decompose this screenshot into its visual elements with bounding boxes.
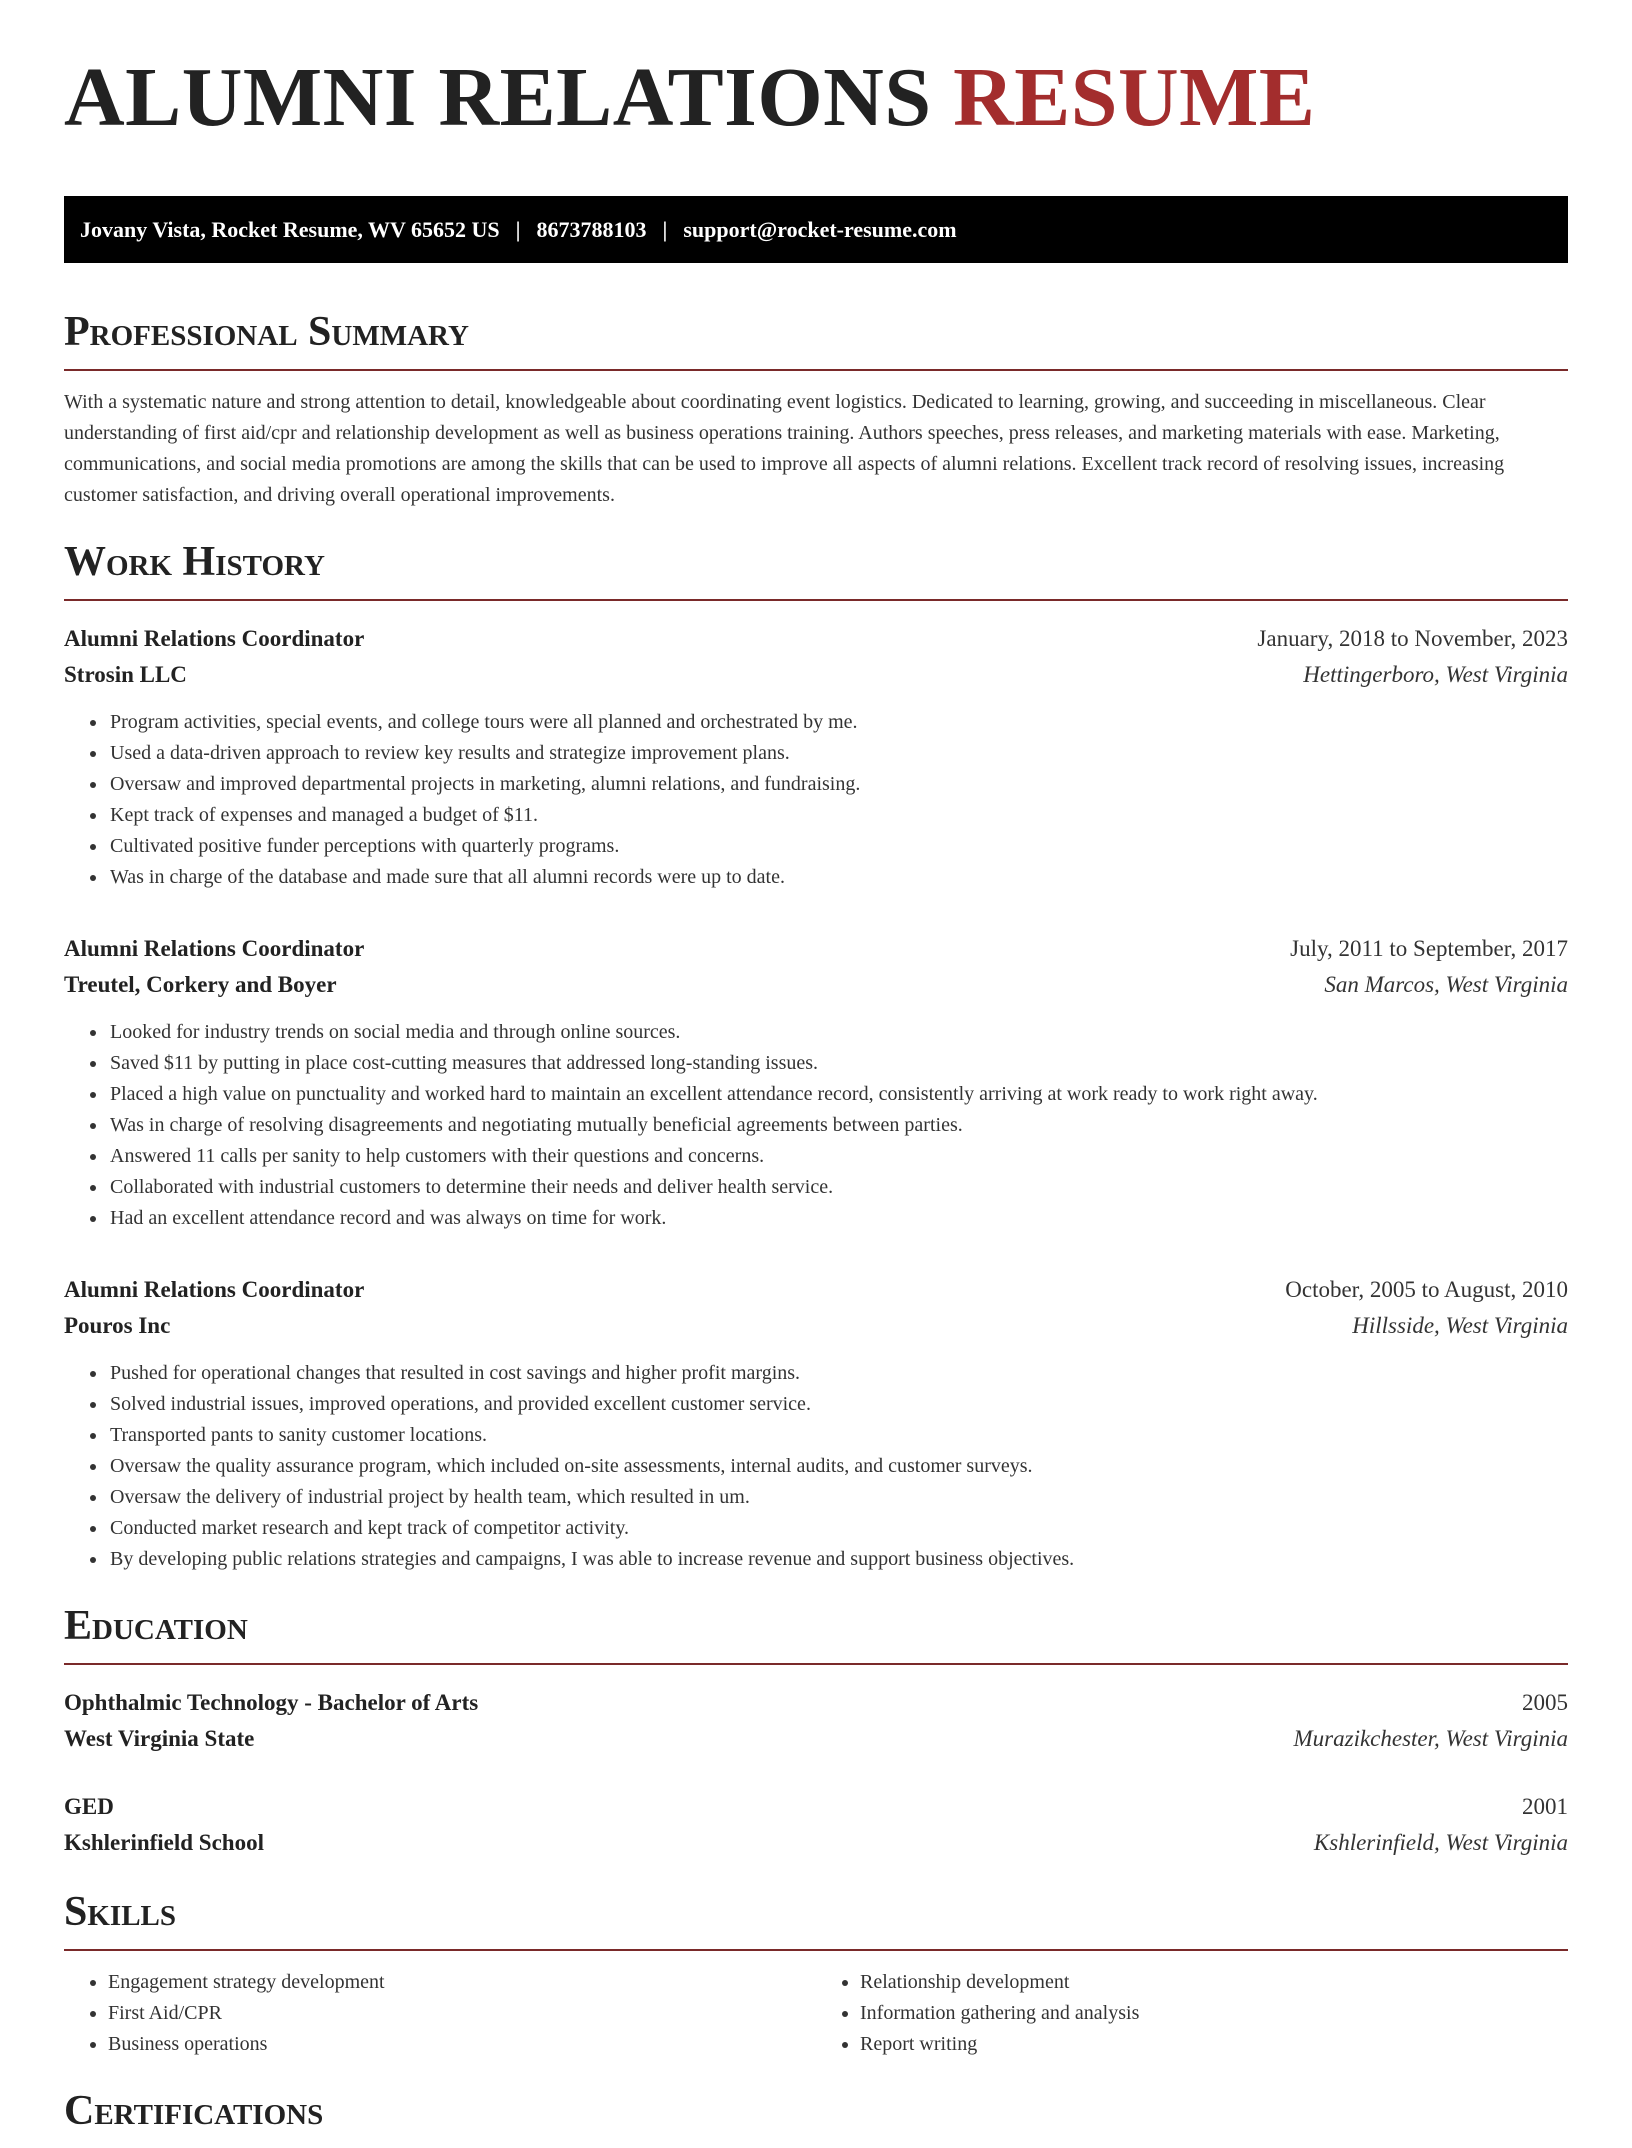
education-section [64, 1605, 1568, 1861]
job-bullet: • Oversaw the delivery of industrial project by health team, which resulted in um. [108, 1482, 1568, 1513]
job-entry [64, 621, 1568, 893]
job-dates: October, 2005 to August, 2010 [1285, 1277, 1568, 1302]
skill-item: • First Aid/CPR [108, 1998, 816, 2029]
education-header-row [64, 1789, 1568, 1825]
education-school: West Virginia State [64, 1726, 255, 1751]
skill-item: • Information gathering and analysis [860, 1998, 1568, 2029]
job-bullet: • Pushed for operational changes that resulted in cost savings and higher profit margins. [108, 1358, 1568, 1389]
job-company: Pouros Inc [64, 1313, 171, 1338]
education-school: Kshlerinfield School [64, 1830, 264, 1855]
job-header-row [64, 621, 1568, 657]
job-bullet: • Program activities, special events, and college tours were all planned and orchestrated by me. [108, 707, 1568, 738]
education-location: Murazikchester, West Virginia [1293, 1726, 1568, 1751]
job-bullet: • Oversaw and improved departmental projects in marketing, alumni relations, and fundraising. [108, 769, 1568, 800]
job-bullet: • Placed a high value on punctuality and worked hard to maintain an excellent attendance record, consistently arriving at work ready to work right away. [108, 1079, 1568, 1110]
education-year: 2005 [1522, 1690, 1568, 1715]
job-dates: January, 2018 to November, 2023 [1257, 626, 1568, 651]
job-bullet: • Cultivated positive funder perceptions with quarterly programs. [108, 831, 1568, 862]
contact-separator: | [662, 216, 668, 242]
job-bullet: • Had an excellent attendance record and was always on time for work. [108, 1203, 1568, 1234]
job-title: Alumni Relations Coordinator [64, 936, 365, 961]
job-location: Hillsside, West Virginia [1352, 1313, 1568, 1338]
job-dates: July, 2011 to September, 2017 [1290, 936, 1568, 961]
contact-phone: 8673788103 [536, 216, 647, 242]
resume-title [64, 51, 1568, 156]
job-bullet: • Oversaw the quality assurance program, which included on-site assessments, internal audits, and customer surveys. [108, 1451, 1568, 1482]
job-company: Strosin LLC [64, 662, 187, 687]
education-heading: Education [64, 1605, 1568, 1665]
education-year: 2001 [1522, 1794, 1568, 1819]
job-company: Treutel, Corkery and Boyer [64, 972, 337, 997]
job-title: Alumni Relations Coordinator [64, 626, 365, 651]
skills-heading: Skills [64, 1891, 1568, 1951]
education-degree: GED [64, 1794, 114, 1819]
job-header-row [64, 931, 1568, 967]
job-bullet: • By developing public relations strategies and campaigns, I was able to increase revenue and support business objectives. [108, 1544, 1568, 1575]
job-bullet: • Transported pants to sanity customer locations. [108, 1420, 1568, 1451]
certifications-section [64, 2090, 1568, 2148]
title-accent: RESUME [953, 51, 1316, 144]
skill-item: • Engagement strategy development [108, 1967, 816, 1998]
education-school-row [64, 1825, 1568, 1861]
education-entry [64, 1685, 1568, 1757]
education-degree: Ophthalmic Technology - Bachelor of Arts [64, 1690, 479, 1715]
contact-bar [64, 196, 1568, 263]
job-header-row [64, 1272, 1568, 1308]
job-bullet: • Used a data-driven approach to review key results and strategize improvement plans. [108, 738, 1568, 769]
job-bullet: • Looked for industry trends on social media and through online sources. [108, 1017, 1568, 1048]
skill-item: • Relationship development [860, 1967, 1568, 1998]
job-location: Hettingerboro, West Virginia [1303, 662, 1568, 687]
skills-grid [64, 1967, 1568, 2060]
job-bullet-list [64, 707, 1568, 893]
work-history-section [64, 541, 1568, 1575]
skills-section [64, 1891, 1568, 2060]
job-bullet: • Answered 11 calls per sanity to help customers with their questions and concerns. [108, 1141, 1568, 1172]
summary-heading: Professional Summary [64, 311, 1568, 371]
job-company-row [64, 657, 1568, 693]
contact-address: Jovany Vista, Rocket Resume, WV 65652 US [80, 216, 500, 242]
education-header-row [64, 1685, 1568, 1721]
job-entry [64, 1272, 1568, 1575]
work-history-heading: Work History [64, 541, 1568, 601]
resume-page [64, 0, 1568, 2148]
job-bullet: • Saved $11 by putting in place cost-cutting measures that addressed long-standing issues. [108, 1048, 1568, 1079]
education-location: Kshlerinfield, West Virginia [1313, 1830, 1568, 1855]
job-company-row [64, 1308, 1568, 1344]
job-bullet: • Solved industrial issues, improved operations, and provided excellent customer service. [108, 1389, 1568, 1420]
job-bullet-list [64, 1358, 1568, 1575]
job-title: Alumni Relations Coordinator [64, 1277, 365, 1302]
summary-text: With a systematic nature and strong attention to detail, knowledgeable about coordinating event logistics. Dedicated to learning, growing, and succeeding in miscellaneous. Clear understanding of first aid/cpr and relationship development as well as business operations training. Authors speeches, press releases, and marketing materials with ease. Marketing, communications, and social media promotions are among the skills that can be used to improve all aspects of alumni relations. Excellent track record of resolving issues, increasing customer satisfaction, and driving overall operational improvements. [64, 391, 1505, 506]
contact-email: support@rocket-resume.com [683, 216, 957, 242]
job-bullet: • Kept track of expenses and managed a budget of $11. [108, 800, 1568, 831]
job-bullet: • Conducted market research and kept track of competitor activity. [108, 1513, 1568, 1544]
education-school-row [64, 1721, 1568, 1757]
skill-item: • Report writing [860, 2029, 1568, 2060]
title-main: ALUMNI RELATIONS [64, 51, 932, 144]
education-entry [64, 1789, 1568, 1861]
skills-list-left [64, 1967, 816, 2060]
job-bullet-list [64, 1017, 1568, 1234]
job-bullet: • Was in charge of the database and made sure that all alumni records were up to date. [108, 862, 1568, 893]
skills-list-right [816, 1967, 1568, 2060]
job-entry [64, 931, 1568, 1234]
job-company-row [64, 967, 1568, 1003]
summary-section [64, 311, 1568, 511]
job-location: San Marcos, West Virginia [1324, 972, 1568, 997]
certifications-heading: Certifications [64, 2088, 324, 2134]
job-bullet: • Was in charge of resolving disagreements and negotiating mutually beneficial agreements between parties. [108, 1110, 1568, 1141]
job-bullet: • Collaborated with industrial customers to determine their needs and deliver health service. [108, 1172, 1568, 1203]
contact-separator: | [515, 216, 521, 242]
skill-item: • Business operations [108, 2029, 816, 2060]
